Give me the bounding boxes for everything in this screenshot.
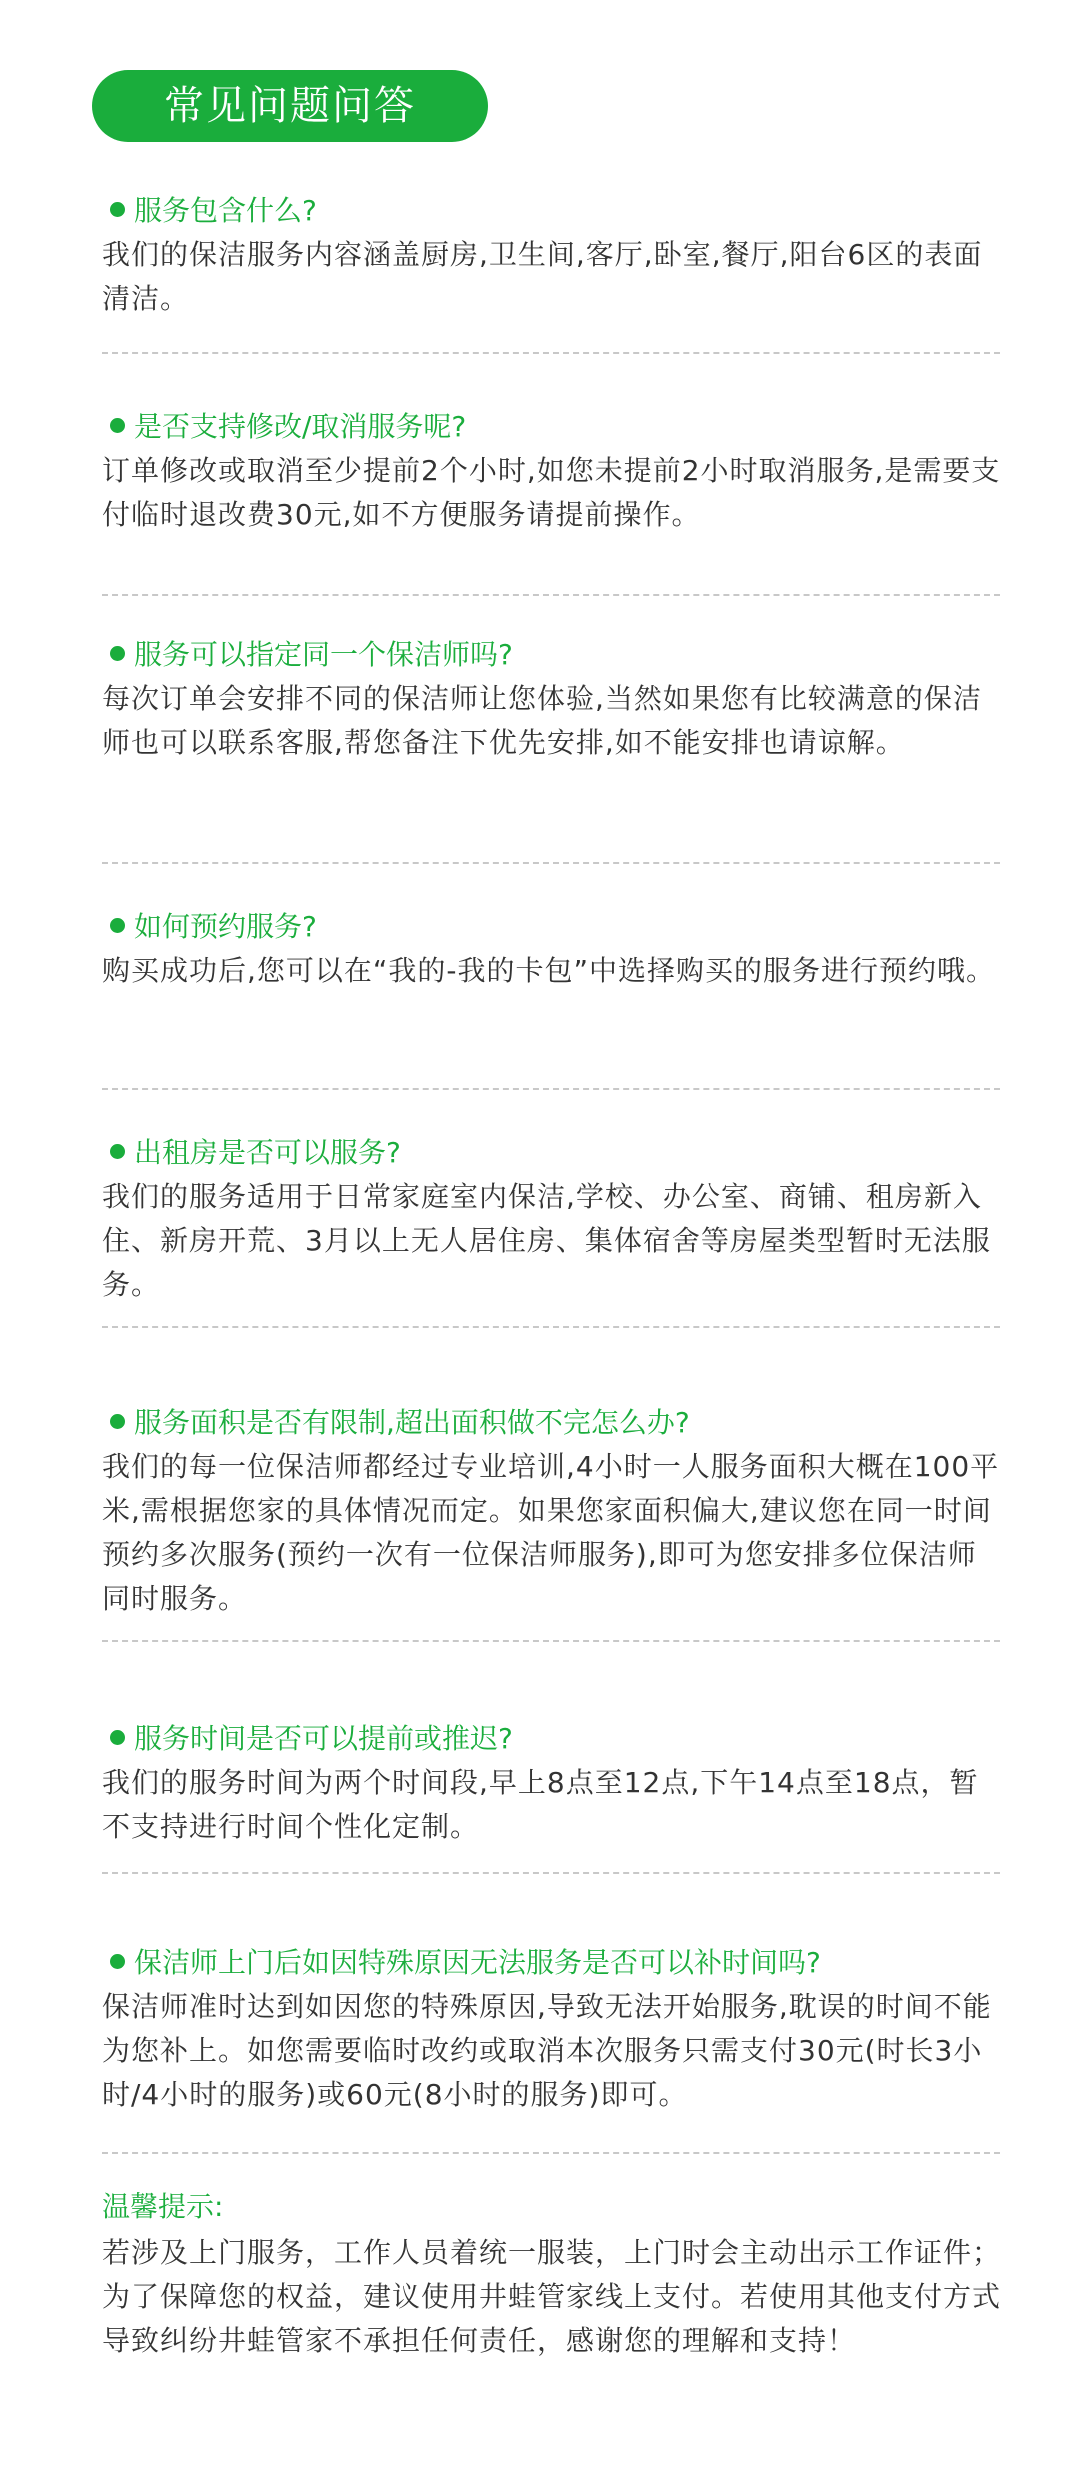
faq-answer: 订单修改或取消至少提前2个小时,如您未提前2小时取消服务,是需要支付临时退改费30元,如不方便服务请提前操作。 xyxy=(102,454,1001,531)
warm-tip-title: 温馨提示: xyxy=(102,2190,224,2223)
faq-question: 服务包含什么? xyxy=(134,194,317,227)
dashed-divider xyxy=(102,2152,1000,2154)
faq-question: 服务面积是否有限制,超出面积做不完怎么办? xyxy=(134,1406,690,1439)
faq-item xyxy=(102,902,1002,993)
bullet-dot-icon xyxy=(110,418,125,433)
faq-question-row xyxy=(102,630,1002,676)
bullet-dot-icon xyxy=(110,202,125,217)
faq-question: 出租房是否可以服务? xyxy=(134,1136,401,1169)
faq-question: 保洁师上门后如因特殊原因无法服务是否可以补时间吗? xyxy=(134,1946,821,1979)
bullet-dot-icon xyxy=(110,1144,125,1159)
warm-tip-text: 若涉及上门服务，工作人员着统一服装，上门时会主动出示工作证件；为了保障您的权益，建议使用井蛙管家线上支付。若使用其他支付方式导致纠纷井蛙管家不承担任何责任，感谢您的理解和支持！ xyxy=(102,2236,1002,2357)
faq-item xyxy=(102,402,1002,537)
dashed-divider xyxy=(102,1872,1000,1874)
faq-question-row xyxy=(102,902,1002,948)
faq-answer: 我们的服务适用于日常家庭室内保洁,学校、办公室、商铺、租房新入住、新房开荒、3月以上无人居住房、集体宿舍等房屋类型暂时无法服务。 xyxy=(102,1180,991,1301)
dashed-divider xyxy=(102,862,1000,864)
dashed-divider xyxy=(102,1640,1000,1642)
faq-answer: 我们的保洁服务内容涵盖厨房,卫生间,客厅,卧室,餐厅,阳台6区的表面清洁。 xyxy=(102,238,983,315)
faq-question-row xyxy=(102,1938,1002,1984)
faq-question-row xyxy=(102,186,1002,232)
bullet-dot-icon xyxy=(110,918,125,933)
dashed-divider xyxy=(102,1088,1000,1090)
bullet-dot-icon xyxy=(110,1730,125,1745)
faq-answer: 购买成功后,您可以在“我的-我的卡包”中选择购买的服务进行预约哦。 xyxy=(102,954,996,987)
faq-answer: 我们的服务时间为两个时间段,早上8点至12点,下午14点至18点，暂不支持进行时间个性化定制。 xyxy=(102,1766,979,1843)
faq-question-row xyxy=(102,402,1002,448)
faq-question-row xyxy=(102,1398,1002,1444)
faq-item xyxy=(102,1938,1002,2117)
faq-item xyxy=(102,1398,1002,1621)
faq-question: 服务可以指定同一个保洁师吗? xyxy=(134,638,513,671)
faq-question: 服务时间是否可以提前或推迟? xyxy=(134,1722,513,1755)
page-title: 常见问题问答 xyxy=(92,70,488,142)
dashed-divider xyxy=(102,352,1000,354)
faq-item xyxy=(102,1128,1002,1307)
faq-question-row xyxy=(102,1128,1002,1174)
faq-answer: 我们的每一位保洁师都经过专业培训,4小时一人服务面积大概在100平米,需根据您家的具体情况而定。如果您家面积偏大,建议您在同一时间预约多次服务(预约一次有一位保洁师服务),即可为您安排多位保洁师同时服务。 xyxy=(102,1450,1000,1615)
bullet-dot-icon xyxy=(110,1414,125,1429)
dashed-divider xyxy=(102,1326,1000,1328)
faq-item xyxy=(102,1714,1002,1849)
dashed-divider xyxy=(102,594,1000,596)
faq-answer: 保洁师准时达到如因您的特殊原因,导致无法开始服务,耽误的时间不能为您补上。如您需要临时改约或取消本次服务只需支付30元(时长3小时/4小时的服务)或60元(8小时的服务)即可。 xyxy=(102,1990,992,2111)
faq-question: 如何预约服务? xyxy=(134,910,317,943)
faq-item xyxy=(102,186,1002,321)
bullet-dot-icon xyxy=(110,646,125,661)
faq-question: 是否支持修改/取消服务呢? xyxy=(134,410,467,443)
faq-question-row xyxy=(102,1714,1002,1760)
faq-item xyxy=(102,630,1002,765)
bullet-dot-icon xyxy=(110,1954,125,1969)
faq-answer: 每次订单会安排不同的保洁师让您体验,当然如果您有比较满意的保洁师也可以联系客服,帮您备注下优先安排,如不能安排也请谅解。 xyxy=(102,682,982,759)
warm-tip xyxy=(102,2184,1002,2363)
